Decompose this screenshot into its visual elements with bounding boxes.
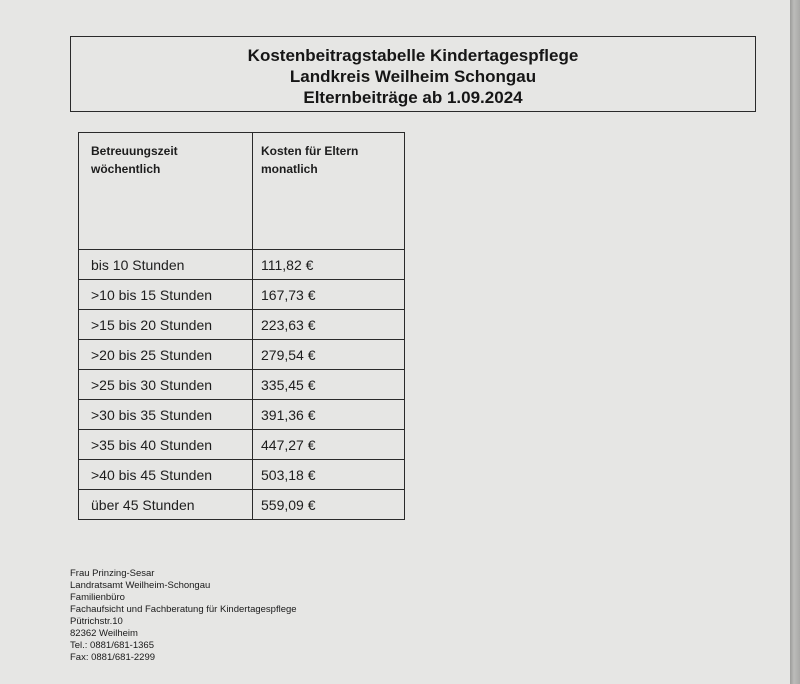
header-parent-cost-line1: Kosten für Eltern <box>261 144 359 158</box>
table-row <box>79 460 405 490</box>
paper-edge <box>790 0 800 684</box>
table-header-row <box>79 133 405 250</box>
table-row <box>79 340 405 370</box>
care-time-cell: bis 10 Stunden <box>79 250 253 280</box>
table-row <box>79 310 405 340</box>
document-title: Kostenbeitragstabelle Kindertagespflege <box>247 46 579 65</box>
table-row <box>79 490 405 520</box>
header-care-time-line1: Betreuungszeit <box>91 144 178 158</box>
cost-cell: 559,09 € <box>253 490 405 520</box>
care-time-cell: über 45 Stunden <box>79 490 253 520</box>
contact-role: Fachaufsicht und Fachberatung für Kindertagespflege <box>70 604 297 615</box>
document-district: Landkreis Weilheim Schongau <box>289 67 537 86</box>
cost-cell: 279,54 € <box>253 340 405 370</box>
contact-street: Pütrichstr.10 <box>70 616 123 627</box>
cost-cell: 335,45 € <box>253 370 405 400</box>
header-parent-cost <box>253 133 405 250</box>
table-row <box>79 370 405 400</box>
cost-cell: 111,82 € <box>253 250 405 280</box>
care-time-cell: >25 bis 30 Stunden <box>79 370 253 400</box>
table-row <box>79 280 405 310</box>
table-row <box>79 400 405 430</box>
fee-table <box>78 132 405 520</box>
table-row <box>79 430 405 460</box>
care-time-cell: >30 bis 35 Stunden <box>79 400 253 430</box>
care-time-cell: >10 bis 15 Stunden <box>79 280 253 310</box>
header-parent-cost-line2: monatlich <box>261 162 318 176</box>
contact-city: 82362 Weilheim <box>70 628 138 639</box>
care-time-cell: >20 bis 25 Stunden <box>79 340 253 370</box>
care-time-cell: >15 bis 20 Stunden <box>79 310 253 340</box>
contact-phone: Tel.: 0881/681-1365 <box>70 640 154 651</box>
care-time-cell: >35 bis 40 Stunden <box>79 430 253 460</box>
contact-office: Landratsamt Weilheim-Schongau <box>70 580 211 591</box>
contact-fax: Fax: 0881/681-2299 <box>70 652 156 663</box>
header-care-time <box>79 133 253 250</box>
contact-block <box>70 568 297 664</box>
document-validity: Elternbeiträge ab 1.09.2024 <box>303 88 523 107</box>
header-care-time-line2: wöchentlich <box>91 162 161 176</box>
cost-cell: 167,73 € <box>253 280 405 310</box>
table-row <box>79 250 405 280</box>
title-box <box>70 36 756 112</box>
cost-cell: 391,36 € <box>253 400 405 430</box>
contact-name: Frau Prinzing-Sesar <box>70 568 155 579</box>
care-time-cell: >40 bis 45 Stunden <box>79 460 253 490</box>
cost-cell: 447,27 € <box>253 430 405 460</box>
contact-department: Familienbüro <box>70 592 125 603</box>
cost-cell: 503,18 € <box>253 460 405 490</box>
cost-cell: 223,63 € <box>253 310 405 340</box>
